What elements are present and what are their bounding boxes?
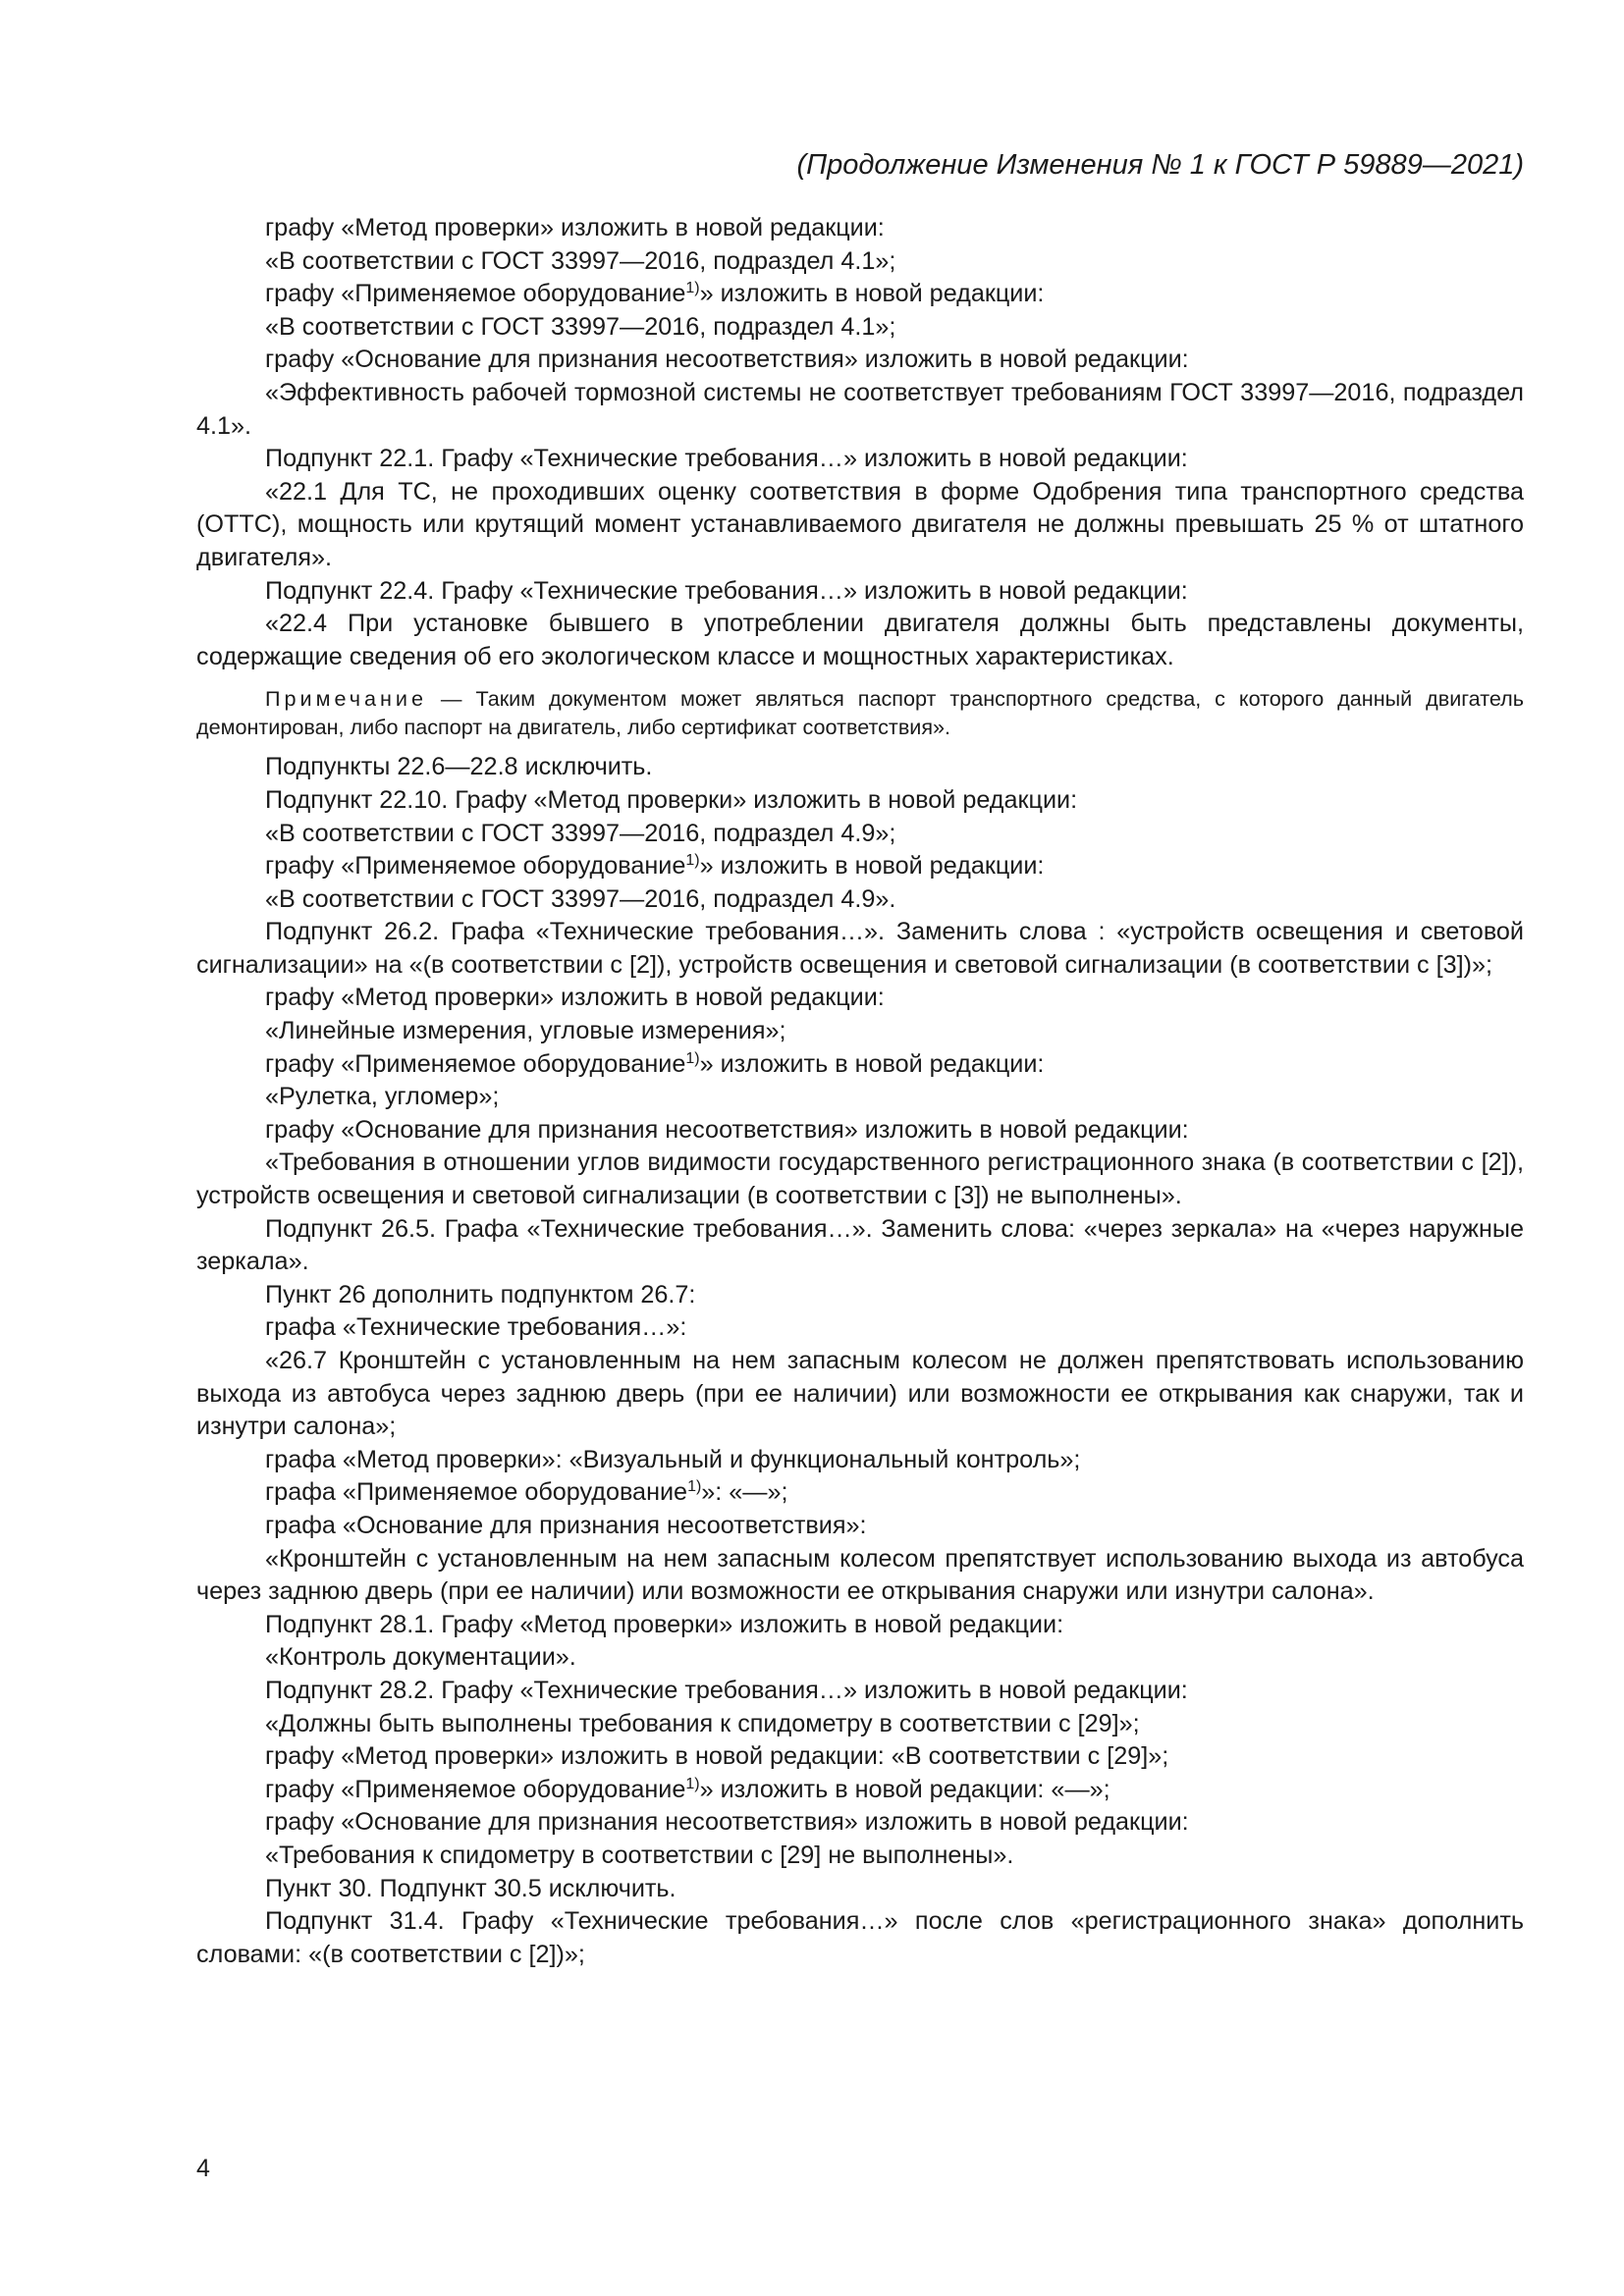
note-text: — Таким документом может являться паспорт транспортного средства, с которого данный двигатель демонтирован, либо паспорт на двигатель, либо сертификат соответствия». [196,686,1524,740]
paragraph: «В соответствии с ГОСТ 33997—2016, подраздел 4.1»; [265,246,896,275]
footnote-ref: 1) [685,1049,700,1067]
paragraph: графу «Применяемое оборудование$^{1)}$» изложить в новой редакции: [265,852,1045,881]
page-header: (Продолжение Изменения № 1 к ГОСТ Р 59889—2021) [796,149,1524,181]
paragraph: графу «Применяемое оборудование$^{1)}$» изложить в новой редакции: [265,1049,1045,1078]
paragraph: «Линейные измерения, угловые измерения»; [265,1017,786,1045]
paragraph: Подпункт 26.2. Графа «Технические требования…». Заменить слова : «устройств освещения и световой сигнализации» на «(в соответствии с [2]), устройств освещения и световой сигнализации (в соответствии с [3])»; [196,918,1524,979]
note-paragraph [196,684,1524,741]
footnote-ref: 1) [685,852,700,870]
paragraph: Подпункт 28.1. Графу «Метод проверки» изложить в новой редакции: [265,1610,1064,1638]
footnote-ref: 1) [685,280,700,297]
paragraph: «В соответствии с ГОСТ 33997—2016, подраздел 4.9». [265,884,896,913]
paragraph: графу «Применяемое оборудование$^{1)}$» изложить в новой редакции: [265,280,1045,308]
paragraph: «В соответствии с ГОСТ 33997—2016, подраздел 4.1»; [265,312,896,341]
paragraph: «22.4 При установке бывшего в употреблении двигателя должны быть представлены документы, содержащие сведения об его экологическом классе и мощностных характеристиках. [196,610,1524,670]
paragraph: «Должны быть выполнены требования к спидометру в соответствии с [29]»; [265,1709,1140,1737]
paragraph: Пункт 26 дополнить подпунктом 26.7: [265,1280,696,1308]
paragraph: «Требования в отношении углов видимости государственного регистрационного знака (в соответствии с [2]), устройств освещения и световой сигнализации (в соответствии с [3]) не выполнены». [196,1148,1524,1210]
paragraph: графу «Метод проверки» изложить в новой редакции: [265,214,885,241]
paragraph: графу «Метод проверки» изложить в новой редакции: [265,984,885,1012]
paragraph: «Эффективность рабочей тормозной системы не соответствует требованиям ГОСТ 33997—2016, подраздел 4.1». [196,378,1524,440]
paragraph: графу «Метод проверки» изложить в новой редакции: «В соответствии с [29]»; [265,1742,1169,1771]
paragraph: графа «Технические требования…»: [265,1313,687,1342]
document-body [196,212,1524,1971]
note-label: Примечание [265,686,427,712]
paragraph: «Кронштейн с установленным на нем запасным колесом препятствует использованию выхода из автобуса через заднюю дверь (при ее наличии) или возможности ее открывания снаружи или изнутри салона». [196,1544,1524,1606]
paragraph: Подпункт 26.5. Графа «Технические требования…». Заменить слова: «через зеркала» на «через наружные зеркала». [196,1214,1524,1276]
paragraph: графу «Основание для признания несоответствия» изложить в новой редакции: [265,346,1189,374]
paragraph: «Требования к спидометру в соответствии с [29] не выполнены». [265,1841,1014,1869]
paragraph: «26.7 Кронштейн с установленным на нем запасным колесом не должен препятствовать использованию выхода из автобуса через заднюю дверь (при ее наличии) или возможности ее открывания как снаружи, так и изнутри салона»; [196,1347,1524,1441]
paragraph: Подпункт 22.4. Графу «Технические требования…» изложить в новой редакции: [265,576,1188,605]
paragraph: Подпункт 31.4. Графу «Технические требования…» после слов «регистрационного знака» дополнить словами: «(в соответствии с [2])»; [196,1907,1524,1968]
paragraph: «В соответствии с ГОСТ 33997—2016, подраздел 4.9»; [265,819,896,847]
paragraph: Подпункт 28.2. Графу «Технические требования…» изложить в новой редакции: [265,1676,1188,1704]
paragraph: «Контроль документации». [265,1643,576,1672]
paragraph: Подпункт 22.1. Графу «Технические требования…» изложить в новой редакции: [265,445,1188,473]
paragraph: графа «Применяемое оборудование$^{1)}$»: «—»; [265,1478,788,1507]
paragraph: «22.1 Для ТС, не проходивших оценку соответствия в форме Одобрения типа транспортного средства (ОТТС), мощность или крутящий момент устанавливаемого двигателя не должны превышать 25 % от штатного двигателя». [196,477,1524,571]
paragraph: Подпункт 22.10. Графу «Метод проверки» изложить в новой редакции: [265,785,1078,814]
paragraph: Подпункты 22.6—22.8 исключить. [265,753,653,781]
paragraph: графу «Применяемое оборудование$^{1)}$» изложить в новой редакции: «—»; [265,1775,1110,1803]
paragraph: Пункт 30. Подпункт 30.5 исключить. [265,1874,677,1902]
page-number: 4 [196,2155,210,2182]
footnote-ref: 1) [687,1478,702,1496]
paragraph: «Рулетка, угломер»; [265,1083,500,1111]
paragraph: графу «Основание для признания несоответствия» изложить в новой редакции: [265,1808,1189,1837]
paragraph: графа «Основание для признания несоответствия»: [265,1511,867,1539]
paragraph: графа «Метод проверки»: «Визуальный и функциональный контроль»; [265,1445,1081,1473]
footnote-ref: 1) [685,1775,700,1792]
paragraph: графу «Основание для признания несоответствия» изложить в новой редакции: [265,1115,1189,1144]
